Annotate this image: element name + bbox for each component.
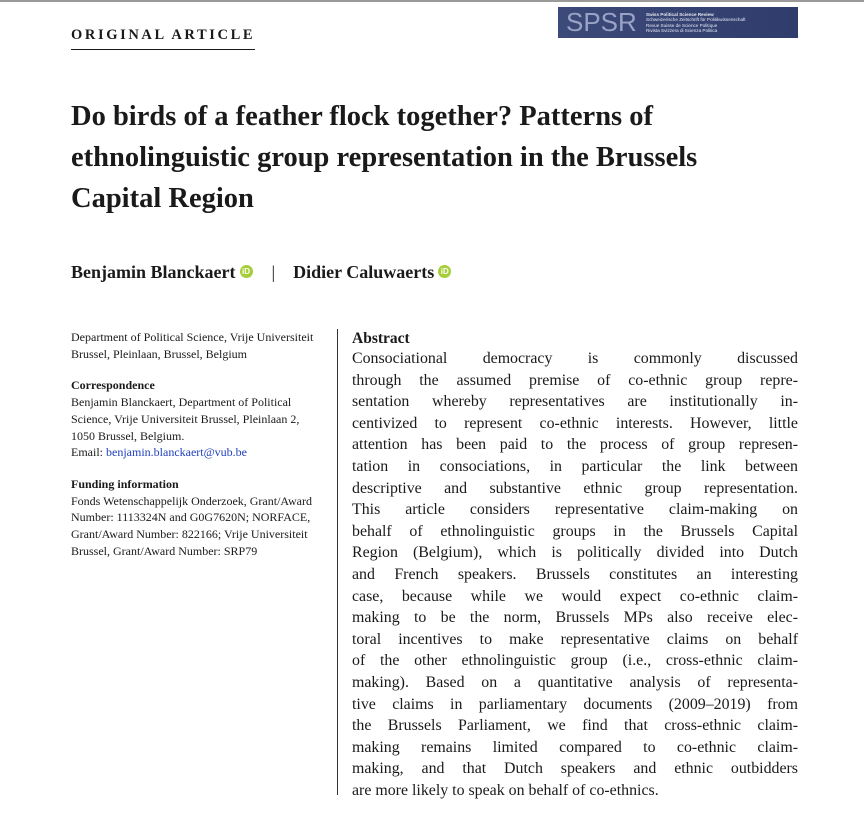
funding-heading: Funding information bbox=[71, 476, 179, 491]
affiliation-block bbox=[71, 329, 323, 362]
affiliation-text: Department of Political Science, Vrije Universiteit Brussel, Pleinlaan, Brussel, Belgium bbox=[71, 330, 314, 361]
abstract-line: Region (Belgium), which is politically divided into Dutch bbox=[352, 544, 798, 562]
abstract-line: centivized to represent co-ethnic interests. However, little bbox=[352, 414, 798, 432]
email-label: Email: bbox=[71, 445, 103, 460]
journal-logo-line: Schweizerische Zeitschrift für Politikwissenschaft bbox=[646, 17, 746, 23]
journal-logo bbox=[558, 7, 798, 38]
abstract-line: behalf of ethnolinguistic groups in the Brussels Capital bbox=[352, 522, 798, 540]
abstract-line: of the other ethnolinguistic group (i.e., cross-ethnic claim- bbox=[352, 652, 798, 670]
abstract-line: toral incentives to make representative claims on behalf bbox=[352, 630, 798, 648]
article-title: Do birds of a feather flock together? Patterns of ethnolinguistic group representation in the Brussels Capital Region bbox=[71, 101, 698, 214]
funding-block bbox=[71, 476, 323, 560]
email-link[interactable]: benjamin.blanckaert@vub.be bbox=[106, 445, 247, 460]
author-name[interactable]: Benjamin Blanckaert bbox=[71, 261, 236, 282]
abstract-line: attention has been paid to the process of group represen- bbox=[352, 436, 798, 454]
abstract-line: making). Based on a quantitative analysis of representa- bbox=[352, 673, 798, 691]
abstract-line: and French speakers. Brussels constitutes an interesting bbox=[352, 565, 798, 583]
top-rule bbox=[0, 0, 864, 2]
abstract-line: case, because while we would expect co-ethnic claim- bbox=[352, 587, 798, 605]
correspondence-heading: Correspondence bbox=[71, 378, 155, 393]
journal-logo-text bbox=[646, 12, 746, 34]
orcid-icon[interactable]: iD bbox=[240, 265, 253, 278]
abstract-line: making to be the norm, Brussels MPs also receive elec- bbox=[352, 609, 798, 627]
abstract-line: making, and that Dutch speakers and ethnic outbidders bbox=[352, 760, 798, 778]
abstract-line: Consociational democracy is commonly discussed bbox=[352, 350, 798, 367]
abstract-line: descriptive and substantive ethnic group representation. bbox=[352, 479, 798, 497]
author-list bbox=[71, 260, 451, 284]
abstract-line: sentation whereby representatives are institutionally in- bbox=[352, 393, 798, 411]
author-separator: | bbox=[271, 261, 276, 282]
correspondence-block bbox=[71, 377, 323, 461]
author-name[interactable]: Didier Caluwaerts bbox=[293, 261, 435, 282]
journal-logo-line: Revue Suisse de Science Politique bbox=[646, 22, 718, 28]
email-line bbox=[71, 444, 323, 461]
abstract-line: tation in consociations, in particular the link between bbox=[352, 457, 798, 475]
abstract-body bbox=[352, 348, 798, 801]
journal-logo-line: Swiss Political Science Review bbox=[646, 11, 714, 17]
correspondence-text: Benjamin Blanckaert, Department of Political Science, Vrije Universiteit Brussel, Pleinlaan 2, 1050 Brussel, Belgium. bbox=[71, 395, 300, 443]
journal-logo-line: Rivista Svizzera di Scienza Politica bbox=[646, 27, 718, 33]
funding-text: Fonds Wetenschappelijk Onderzoek, Grant/Award Number: 1113324N and G0G7620N; NORFACE, Grant/Award Number: 822166; Vrije Universiteit Brussel, Grant/Award Number: SRP79 bbox=[71, 493, 312, 558]
section-label: ORIGINAL ARTICLE bbox=[71, 27, 255, 50]
abstract-line: This article considers representative claim-making on bbox=[352, 501, 798, 519]
abstract-line: are more likely to speak on behalf of co-ethnics. bbox=[352, 781, 659, 799]
column-divider bbox=[337, 329, 338, 795]
abstract-heading: Abstract bbox=[352, 330, 410, 347]
abstract-line: tive claims in parliamentary documents (2009–2019) from bbox=[352, 695, 798, 713]
journal-logo-mark: SPSR bbox=[566, 7, 637, 37]
abstract-line: making remains limited compared to co-ethnic claim- bbox=[352, 738, 798, 756]
abstract-line: through the assumed premise of co-ethnic group repre- bbox=[352, 371, 798, 389]
article-sidebar bbox=[71, 329, 323, 574]
orcid-icon[interactable]: iD bbox=[438, 265, 451, 278]
abstract-line: the Brussels Parliament, we find that cross-ethnic claim- bbox=[352, 717, 798, 735]
